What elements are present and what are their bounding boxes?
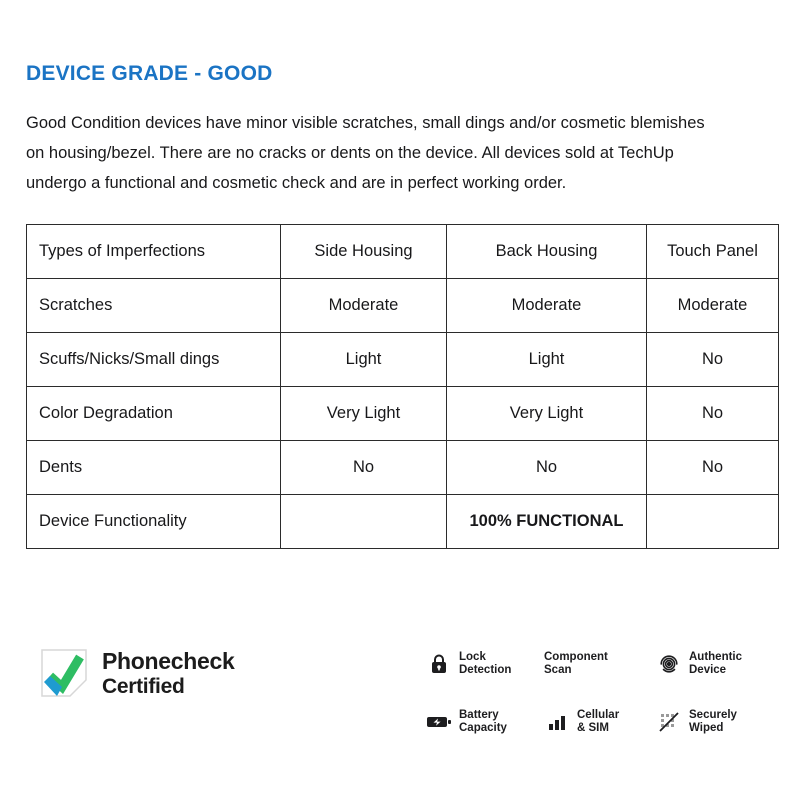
row-label: Color Degradation [27, 387, 281, 441]
column-header-touch-panel: Touch Panel [647, 225, 779, 279]
table-row [27, 387, 779, 441]
badge-authentic-device [656, 638, 786, 690]
badge-label: Battery Capacity [459, 709, 507, 734]
badge-label: Authentic Device [689, 651, 743, 676]
intro-paragraph: Good Condition devices have minor visible scratches, small dings and/or cosmetic blemishes on housing/bezel. There are no cracks or dents on the device. All devices sold at TechUp undergo a functional and cosmetic check and are in perfect working order. [26, 114, 705, 192]
checkmark-icon [36, 646, 92, 702]
row-label: Scratches [27, 279, 281, 333]
badge-label: Securely Wiped [689, 709, 737, 734]
certification-badges [426, 638, 786, 748]
cell-touch-panel: No [647, 441, 779, 495]
badge-label: Component Scan [544, 651, 608, 676]
badge-battery-capacity [426, 696, 544, 748]
signal-icon [544, 709, 570, 735]
table-header-row [27, 225, 779, 279]
badge-label: Lock Detection [459, 651, 512, 676]
row-label: Device Functionality [27, 495, 281, 549]
cell-back-housing: Moderate [447, 279, 647, 333]
badge-component-scan [544, 638, 656, 690]
cell-touch-panel [647, 495, 779, 549]
cell-back-housing: Light [447, 333, 647, 387]
wiped-icon [656, 709, 682, 735]
badge-label: Cellular & SIM [577, 709, 620, 734]
page-title: DEVICE GRADE - GOOD [26, 62, 273, 85]
cell-touch-panel: No [647, 333, 779, 387]
logo-name: Phonecheck [102, 648, 235, 674]
cell-side-housing: Moderate [281, 279, 447, 333]
badge-securely-wiped [656, 696, 786, 748]
table-row [27, 495, 779, 549]
logo-text [102, 649, 235, 699]
column-header-side-housing: Side Housing [281, 225, 447, 279]
row-label: Scuffs/Nicks/Small dings [27, 333, 281, 387]
device-grade-table [26, 224, 779, 549]
table-row [27, 279, 779, 333]
badge-lock-detection [426, 638, 544, 690]
cell-back-housing: No [447, 441, 647, 495]
badge-cellular-sim [544, 696, 656, 748]
phonecheck-certified-logo [36, 646, 235, 702]
cell-device-functionality: 100% FUNCTIONAL [447, 495, 647, 549]
fingerprint-icon [656, 651, 682, 677]
column-header-imperfections: Types of Imperfections [27, 225, 281, 279]
cell-touch-panel: Moderate [647, 279, 779, 333]
cell-touch-panel: No [647, 387, 779, 441]
table-row [27, 441, 779, 495]
footer [26, 628, 774, 768]
cell-side-housing: No [281, 441, 447, 495]
cell-side-housing: Very Light [281, 387, 447, 441]
battery-icon [426, 709, 452, 735]
cell-side-housing: Light [281, 333, 447, 387]
cell-side-housing [281, 495, 447, 549]
row-label: Dents [27, 441, 281, 495]
cell-back-housing: Very Light [447, 387, 647, 441]
lock-icon [426, 651, 452, 677]
column-header-back-housing: Back Housing [447, 225, 647, 279]
logo-subtitle: Certified [102, 675, 185, 698]
table-row [27, 333, 779, 387]
